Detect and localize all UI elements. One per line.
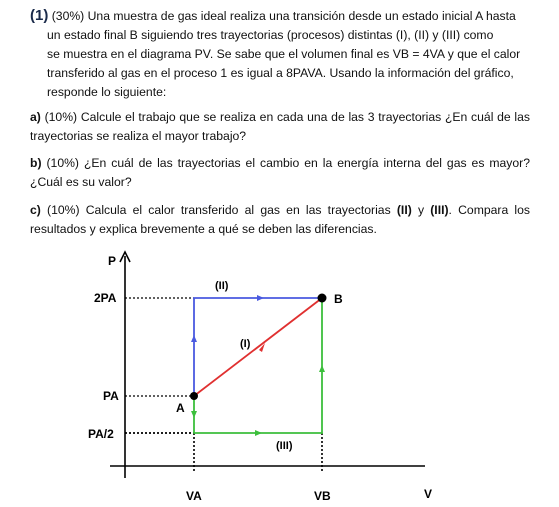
part-c-text-before: (10%) Calcula el calor transferido al gas en las trayectorias: [47, 203, 397, 217]
path-2-label: (II): [215, 280, 229, 292]
path-3-line: [194, 298, 322, 433]
part-b-text: (10%) ¿En cuál de las trayectorias el cambio en la energía interna del gas es mayor? ¿Cuál es su valor?: [30, 156, 531, 189]
point-a-label: A: [176, 401, 185, 415]
part-c-label: c): [30, 203, 41, 217]
path-1-label: (I): [240, 338, 251, 350]
tick-vb: VB: [314, 489, 331, 503]
problem-line-3: se muestra en el diagrama PV. Se sabe que el volumen final es VB = 4VA y que el calor: [47, 47, 521, 61]
path-3-arrow-up-icon: [319, 365, 325, 372]
path-3-arrow-right-icon: [255, 430, 262, 436]
tick-2pa: 2PA: [94, 291, 117, 305]
tick-pa: PA: [103, 389, 119, 403]
part-a-text: (10%) Calcule el trabajo que se realiza en cada una de las 3 trayectorias ¿En cuál de las trayectorias se realiza el mayor trabajo?: [30, 110, 530, 143]
part-c-bold-2: (III): [430, 203, 449, 217]
part-a-label: a): [30, 110, 41, 124]
path-1-line: [194, 298, 322, 396]
part-c-text-after: . Compara los resultados y explica brevemente a qué se deben las diferencias.: [30, 203, 531, 236]
point-b-dot: [318, 294, 327, 303]
path-3-label: (III): [276, 440, 293, 452]
point-a-dot: [190, 392, 198, 400]
tick-pa-half: PA/2: [88, 427, 114, 441]
problem-line-2: un estado final B siguiendo tres trayectorias (procesos) distintas (I), (II) y (III) como: [47, 28, 494, 42]
path-2-arrow-right-icon: [257, 295, 264, 301]
tick-va: VA: [186, 489, 202, 503]
path-2-arrow-up-icon: [191, 335, 197, 342]
v-axis-label: V: [424, 487, 433, 501]
p-axis-label: P: [108, 254, 117, 268]
path-3-arrow-down-icon: [191, 411, 197, 418]
part-c-text-mid: y: [411, 203, 431, 217]
point-b-label: B: [334, 292, 343, 306]
problem-line-5: responde lo siguiente:: [47, 85, 167, 99]
problem-line-4: transferido al gas en el proceso 1 es igual a 8PAVA. Usando la información del gráfico,: [47, 66, 514, 80]
problem-line-1-text: (30%) Una muestra de gas ideal realiza una transición desde un estado inicial A hasta: [51, 9, 516, 23]
problem-number: (1): [30, 7, 49, 24]
part-b-label: b): [30, 156, 42, 170]
part-c-bold-1: (II): [396, 203, 412, 217]
